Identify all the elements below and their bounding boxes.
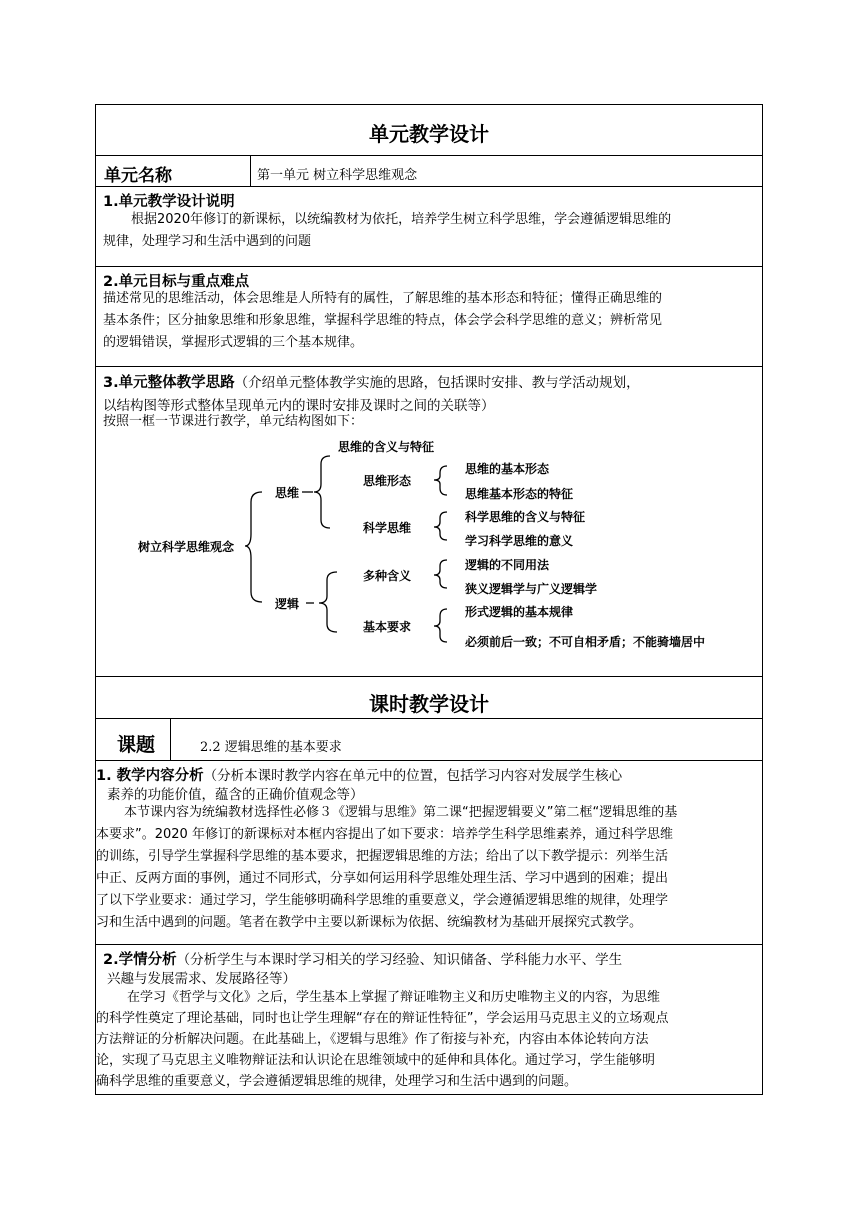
- lesson-sec1-line: 中正、反两方面的事例，通过不同形式，分享如何运用科学思维处理生活、学习中遇到的困难；提出: [96, 871, 669, 886]
- unit-sec2-title: 2.单元目标与重点难点: [103, 274, 250, 290]
- lesson-sec1-line: 本节课内容为统编教材选择性必修３《逻辑与思维》第二课“把握逻辑要义”第二框“逻辑思维的基: [124, 805, 678, 820]
- lesson-sec1-note: （分析本课时教学内容在单元中的位置，包括学习内容对发展学生核心: [203, 768, 623, 784]
- kexue-brace: [434, 512, 447, 540]
- lesson-sec1-heading: [96, 764, 622, 785]
- unit-design-title: 单元教学设计: [369, 122, 489, 146]
- jiben-brace: [434, 609, 447, 642]
- diagram-node: 多种含义: [363, 569, 412, 583]
- lesson-sec2-line: 论，实现了马克思主义唯物辩证法和认识论在思维领域中的延伸和具体化。通过学习，学生能够明: [96, 1053, 656, 1068]
- lesson-sec1-line: 习和生活中遇到的问题。笔者在教学中主要以新课标为依据、统编教材为基础开展探究式教学。: [96, 915, 643, 930]
- unit-sec1-line: 根据2020年修订的新课标，以统编教材为依托，培养学生树立科学思维，学会遵循逻辑思维的: [131, 212, 672, 227]
- unit-sec2-line: 的逻辑错误，掌握形式逻辑的三个基本规律。: [103, 335, 364, 350]
- diagram-node: 思维的含义与特征: [338, 440, 435, 454]
- unit-sec3-title: 3.单元整体教学思路: [103, 375, 235, 391]
- siwei-brace: [314, 456, 330, 528]
- luoji-brace: [319, 572, 337, 632]
- diagram-leaf: 形式逻辑的基本规律: [465, 605, 574, 619]
- unit-name-value: 第一单元 树立科学思维观念: [257, 168, 418, 183]
- unit-sec3-intro: 按照一框一节课进行教学，单元结构图如下：: [103, 414, 364, 429]
- diagram-node-luoji: 逻辑: [275, 597, 300, 611]
- unit-sec2-line: 描述常见的思维活动，体会思维是人所特有的属性，了解思维的基本形态和特征；懂得正确思维的: [103, 291, 663, 306]
- topic-value: 2.2 逻辑思维的基本要求: [200, 740, 342, 755]
- diagram-node: 思维形态: [363, 474, 412, 488]
- diagram-leaf: 狭义逻辑学与广义逻辑学: [465, 582, 598, 596]
- lesson-sec2-line: 的科学性奠定了理论基础，同时也让学生理解“存在的辩证性特征”，学会运用马克思主义的立场观点: [96, 1011, 669, 1026]
- topic-label: 课题: [117, 734, 156, 756]
- lesson-sec1-line: 了以下学业要求：通过学习，学生能够明确科学思维的重要意义，学会遵循逻辑思维的规律，处理学: [96, 893, 669, 908]
- diagram-leaf: 逻辑的不同用法: [465, 558, 550, 572]
- lesson-sec2-note-cont: 兴趣与发展需求、发展路径等）: [107, 971, 296, 987]
- unit-name-label: 单元名称: [104, 166, 172, 186]
- lesson-sec2-line: 确科学思维的重要意义，学会遵循逻辑思维的规律，处理学习和生活中遇到的问题。: [96, 1074, 578, 1089]
- diagram-node: 基本要求: [363, 620, 412, 634]
- root-bracket: [245, 492, 262, 602]
- unit-sec3-note-cont: 以结构图等形式整体呈现单元内的课时安排及课时之间的关联等）: [103, 398, 495, 414]
- lesson-sec2-line: 方法辩证的分析解决问题。在此基础上，《逻辑与思维》作了衔接与补充，内容由本体论转向方法: [96, 1032, 649, 1047]
- lesson-design-title: 课时教学设计: [369, 692, 489, 716]
- unit-sec3-note: （介绍单元整体教学实施的思路，包括课时安排、教与学活动规划，: [234, 375, 640, 391]
- diagram-leaf: 科学思维的含义与特征: [465, 510, 586, 524]
- lesson-sec1-line: 的训练，引导学生掌握科学思维的基本要求，把握逻辑思维的方法；给出了以下教学提示：列举生活: [96, 849, 669, 864]
- duozhong-brace: [434, 560, 447, 588]
- lesson-sec2-heading: [103, 948, 622, 969]
- unit-sec2-line: 基本条件；区分抽象思维和形象思维，掌握科学思维的特点，体会学会科学思维的意义；辨析常见: [103, 313, 663, 328]
- diagram-root: 树立科学思维观念: [138, 540, 235, 554]
- xingtai-brace: [434, 466, 447, 495]
- lesson-sec2-note: （分析学生与本课时学习相关的学习经验、知识储备、学科能力水平、学生: [176, 952, 623, 968]
- diagram-leaf: 必须前后一致；不可自相矛盾；不能骑墙居中: [465, 635, 706, 649]
- lesson-sec1-line: 本要求”。2020 年修订的新课标对本框内容提出了如下要求：培养学生科学思维素养，通过科学思维: [96, 827, 673, 842]
- lesson-sec2-title: 2.学情分析: [103, 952, 177, 968]
- diagram-leaf: 思维的基本形态: [465, 462, 550, 476]
- diagram-node-siwei: 思维: [275, 486, 300, 500]
- unit-sec1-line: 规律，处理学习和生活中遇到的问题: [103, 234, 312, 249]
- diagram-node: 科学思维: [363, 521, 412, 535]
- lesson-sec1-note-cont: 素养的功能价值，蕴含的正确价值观念等）: [107, 787, 364, 803]
- lesson-sec1-title: 1. 教学内容分析: [96, 768, 204, 784]
- diagram-leaf: 学习科学思维的意义: [465, 534, 574, 548]
- lesson-sec2-line: 在学习《哲学与文化》之后，学生基本上掌握了辩证唯物主义和历史唯物主义的内容，为思维: [127, 990, 661, 1005]
- diagram-leaf: 思维基本形态的特征: [465, 487, 574, 501]
- unit-sec1-title: 1.单元教学设计说明: [103, 194, 235, 210]
